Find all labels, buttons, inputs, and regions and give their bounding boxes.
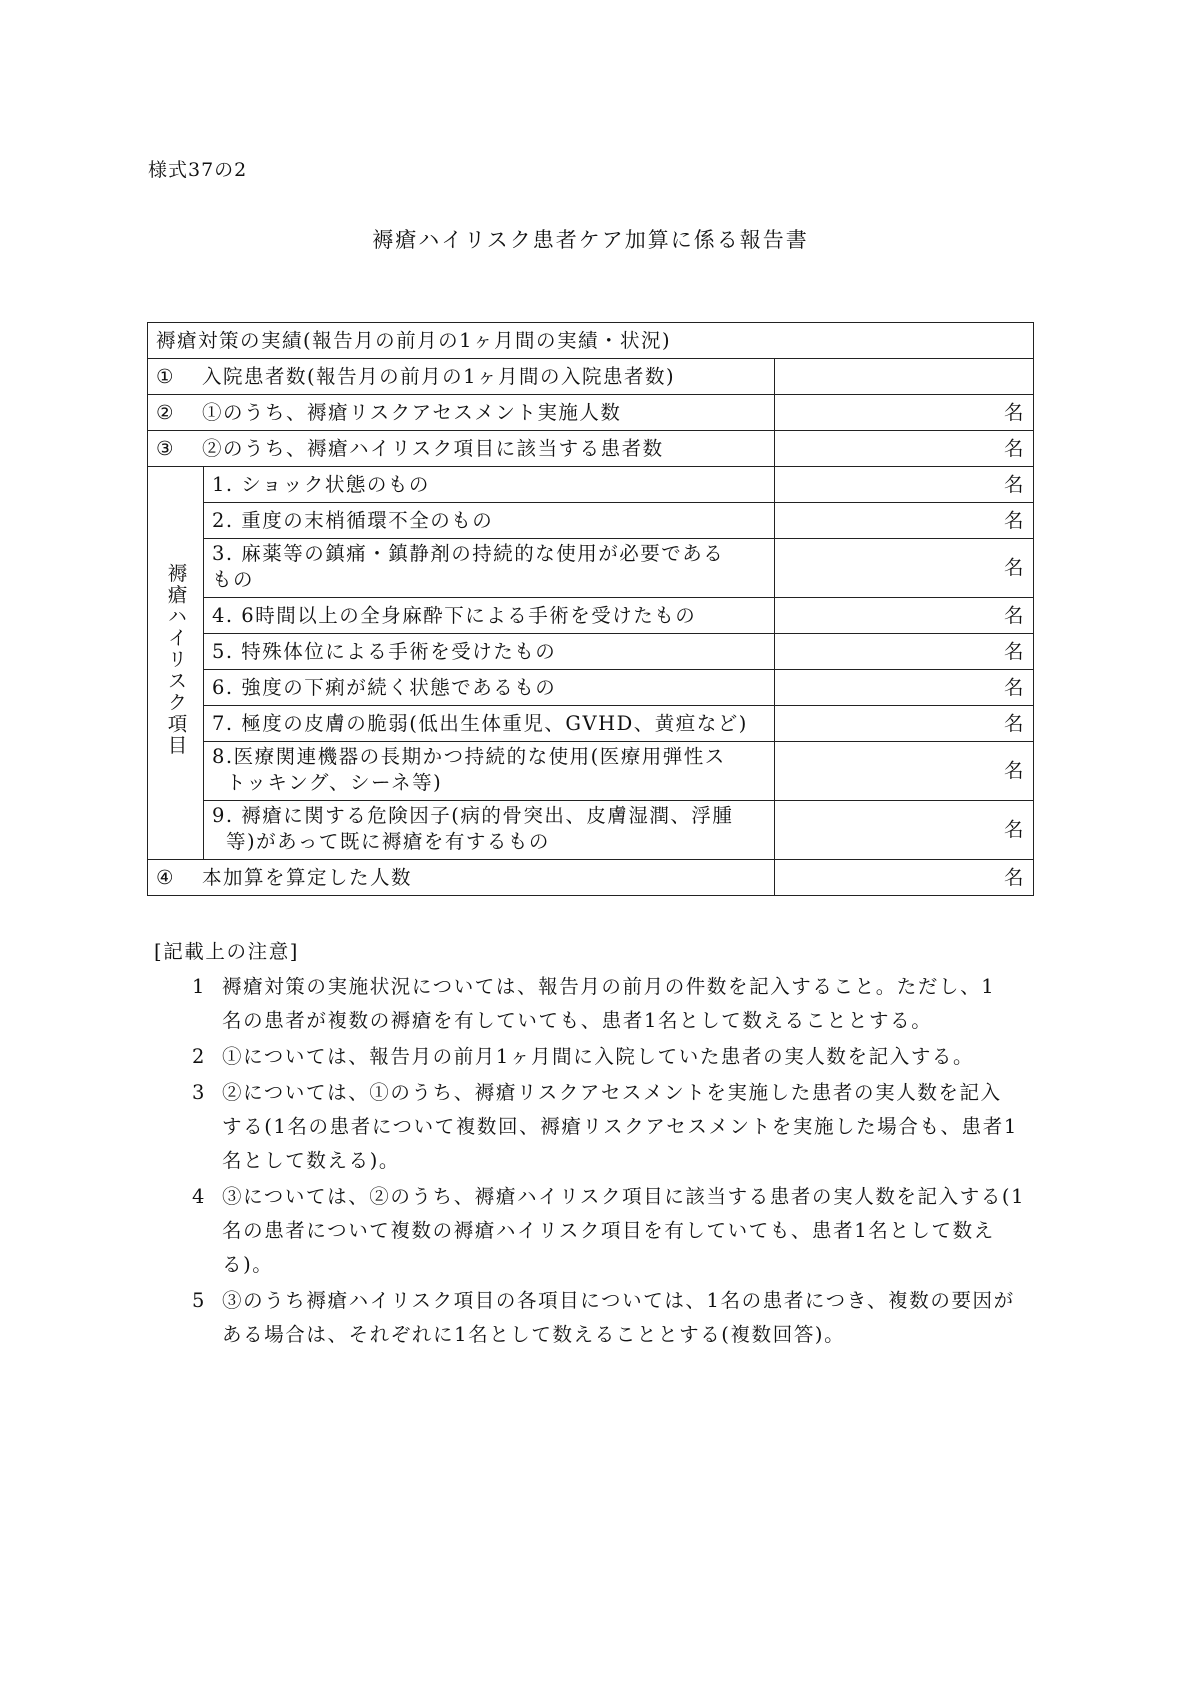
note-line: ③のうち褥瘡ハイリスク項目の各項目については、1名の患者につき、複数の要因が bbox=[222, 1289, 1015, 1312]
unit-label: 名 bbox=[1003, 759, 1025, 782]
row-mark: ① bbox=[156, 364, 175, 388]
high-risk-group-label: 褥瘡ハイリスク項目 bbox=[164, 562, 188, 757]
high-risk-item bbox=[204, 742, 775, 801]
note-line: する(1名の患者について複数回、褥瘡リスクアセスメントを実施した場合も、患者1 bbox=[222, 1115, 1018, 1138]
item-value-cell[interactable] bbox=[775, 539, 1034, 598]
note-number: 3 bbox=[192, 1081, 207, 1104]
high-risk-item: 2. 重度の末梢循環不全のもの bbox=[204, 503, 775, 539]
item-value-cell[interactable] bbox=[775, 670, 1034, 706]
row-calculated bbox=[148, 860, 775, 896]
table-row bbox=[148, 634, 1034, 670]
note-line: 褥瘡対策の実施状況については、報告月の前月の件数を記入すること。ただし、1 bbox=[222, 975, 996, 998]
item-value-cell[interactable] bbox=[775, 634, 1034, 670]
unit-label: 名 bbox=[1003, 711, 1025, 735]
high-risk-item bbox=[204, 539, 775, 598]
inpatients-value-cell[interactable] bbox=[775, 359, 1034, 395]
unit-label: 名 bbox=[1003, 639, 1025, 663]
row-label: 本加算を算定した人数 bbox=[202, 865, 413, 889]
note-item bbox=[158, 1040, 1038, 1074]
note-line: 名として数える)。 bbox=[222, 1149, 401, 1172]
high-risk-value-cell[interactable] bbox=[775, 431, 1034, 467]
row-mark: ③ bbox=[156, 436, 175, 460]
note-item bbox=[158, 1076, 1038, 1178]
row-label: ①のうち、褥瘡リスクアセスメント実施人数 bbox=[202, 400, 622, 424]
item-value-cell[interactable] bbox=[775, 706, 1034, 742]
unit-label: 名 bbox=[1003, 818, 1025, 841]
table-row bbox=[148, 503, 1034, 539]
item-line: 等)があって既に褥瘡を有するもの bbox=[226, 830, 550, 853]
note-number: 1 bbox=[192, 975, 207, 998]
row-label: ②のうち、褥瘡ハイリスク項目に該当する患者数 bbox=[202, 436, 664, 460]
note-line: ①については、報告月の前月1ヶ月間に入院していた患者の実人数を記入する。 bbox=[222, 1045, 975, 1068]
note-line: ③については、②のうち、褥瘡ハイリスク項目に該当する患者の実人数を記入する(1 bbox=[222, 1185, 1026, 1208]
unit-label: 名 bbox=[1003, 436, 1025, 460]
report-table bbox=[147, 322, 1034, 896]
item-line: トッキング、シーネ等) bbox=[226, 771, 443, 794]
document-title: 褥瘡ハイリスク患者ケア加算に係る報告書 bbox=[372, 228, 809, 252]
row-mark: ④ bbox=[156, 865, 175, 889]
table-row bbox=[148, 431, 1034, 467]
unit-label: 名 bbox=[1003, 472, 1025, 496]
table-row bbox=[148, 670, 1034, 706]
row-inpatients bbox=[148, 359, 775, 395]
table-row bbox=[148, 539, 1034, 598]
item-value-cell[interactable] bbox=[775, 742, 1034, 801]
unit-label: 名 bbox=[1003, 675, 1025, 699]
table-row bbox=[148, 742, 1034, 801]
table-header-row bbox=[148, 323, 1034, 359]
item-value-cell[interactable] bbox=[775, 467, 1034, 503]
row-assessment bbox=[148, 395, 775, 431]
unit-label: 名 bbox=[1003, 400, 1025, 424]
notes-heading: [記載上の注意] bbox=[154, 940, 300, 963]
table-row bbox=[148, 598, 1034, 634]
item-value-cell[interactable] bbox=[775, 503, 1034, 539]
high-risk-item: 4. 6時間以上の全身麻酔下による手術を受けたもの bbox=[204, 598, 775, 634]
unit-label: 名 bbox=[1003, 603, 1025, 627]
note-item bbox=[158, 1180, 1038, 1282]
note-line: ある場合は、それぞれに1名として数えることとする(複数回答)。 bbox=[222, 1323, 846, 1346]
assessment-value-cell[interactable] bbox=[775, 395, 1034, 431]
row-high-risk bbox=[148, 431, 775, 467]
note-line: 名の患者について複数の褥瘡ハイリスク項目を有していても、患者1名として数える)。 bbox=[222, 1219, 995, 1276]
note-line: 名の患者が複数の褥瘡を有していても、患者1名として数えることとする。 bbox=[222, 1009, 933, 1032]
note-number: 5 bbox=[192, 1289, 207, 1312]
item-line: 8.医療関連機器の長期かつ持続的な使用(医療用弾性ス bbox=[212, 745, 726, 768]
table-row bbox=[148, 860, 1034, 896]
row-label: 入院患者数(報告月の前月の1ヶ月間の入院患者数) bbox=[202, 364, 676, 388]
note-line: ②については、①のうち、褥瘡リスクアセスメントを実施した患者の実人数を記入 bbox=[222, 1081, 1002, 1104]
high-risk-item bbox=[204, 801, 775, 860]
table-header: 褥瘡対策の実績(報告月の前月の1ヶ月間の実績・状況) bbox=[148, 323, 1034, 359]
note-number: 4 bbox=[192, 1185, 207, 1208]
item-line: 3. 麻薬等の鎮痛・鎮静剤の持続的な使用が必要である bbox=[212, 542, 725, 565]
table-row bbox=[148, 395, 1034, 431]
note-item bbox=[158, 970, 1038, 1038]
high-risk-group-cell bbox=[148, 467, 204, 860]
item-value-cell[interactable] bbox=[775, 598, 1034, 634]
item-line: 9. 褥瘡に関する危険因子(病的骨突出、皮膚湿潤、浮腫 bbox=[212, 804, 734, 827]
table-row bbox=[148, 359, 1034, 395]
form-number: 様式37の2 bbox=[148, 159, 248, 181]
calculated-value-cell[interactable] bbox=[775, 860, 1034, 896]
high-risk-item: 5. 特殊体位による手術を受けたもの bbox=[204, 634, 775, 670]
notes-section bbox=[154, 936, 1038, 1354]
table-row bbox=[148, 467, 1034, 503]
high-risk-item: 7. 極度の皮膚の脆弱(低出生体重児、GVHD、黄疸など) bbox=[204, 706, 775, 742]
unit-label: 名 bbox=[1003, 508, 1025, 532]
note-number: 2 bbox=[192, 1045, 207, 1068]
unit-label: 名 bbox=[1003, 556, 1025, 579]
note-item bbox=[158, 1284, 1038, 1352]
item-line: もの bbox=[212, 568, 255, 591]
high-risk-item: 1. ショック状態のもの bbox=[204, 467, 775, 503]
item-value-cell[interactable] bbox=[775, 801, 1034, 860]
row-mark: ② bbox=[156, 400, 175, 424]
high-risk-item: 6. 強度の下痢が続く状態であるもの bbox=[204, 670, 775, 706]
table-row bbox=[148, 706, 1034, 742]
unit-label: 名 bbox=[1003, 865, 1025, 889]
table-row bbox=[148, 801, 1034, 860]
